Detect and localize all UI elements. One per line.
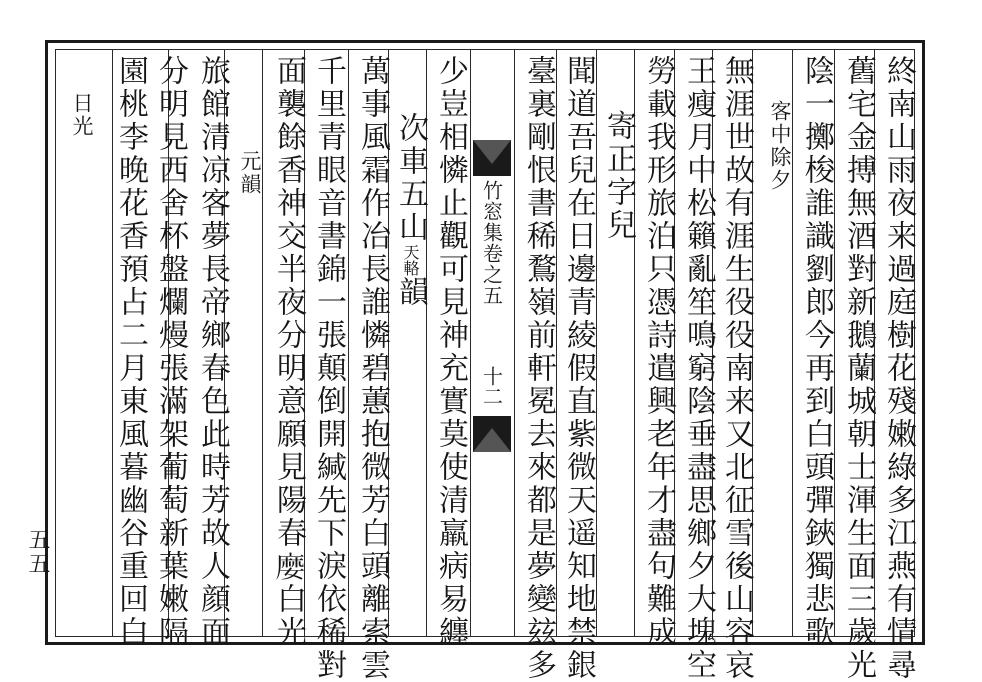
poem-title: 元韻 xyxy=(238,150,262,196)
text-column: 王瘦月中松籟亂笙鳴窮陰垂盡思鄉夕大塊空 xyxy=(681,55,716,682)
text-column: 少豈相憐止觀可見神充實莫使清羸病易纏 xyxy=(433,55,468,649)
text-column: 陰一擲梭誰識劉郎今再到白頭彈鋏獨悲歌 xyxy=(799,55,834,649)
text-column: 分明見西舍杯盤爛熳張滿架葡萄新葉嫩隔 xyxy=(153,55,188,649)
text-column: 萬事風霜作冶長誰憐碧蕙抱微芳白頭離索雲 xyxy=(355,55,390,682)
column-rule xyxy=(262,49,263,637)
poem-title: 客中除夕 xyxy=(768,100,792,192)
text-column: 無涯世故有涯生役役南来又北征雪後山容哀 xyxy=(719,55,754,682)
text-column: 終南山雨夜来過庭樹花殘嫩綠多江燕有情尋 xyxy=(881,55,916,682)
text-column: 臺裏剛恨書稀鶩嶺前軒冕去來都是夢變玆多 xyxy=(521,55,556,682)
poem-title: 次車五山天輅韻 xyxy=(393,112,428,309)
text-column: 舊宅金搏無酒對新鵝蘭城朝士渾生面三歲光 xyxy=(841,55,876,682)
text-column: 日光 xyxy=(70,92,94,138)
center-fold xyxy=(470,140,514,470)
poem-title: 寄正字兒 xyxy=(601,110,636,242)
text-column: 面襲餘香神交半夜分明意願見陽春𡡉白光 xyxy=(271,55,306,649)
fishtail-mark-icon xyxy=(473,140,511,176)
center-page-number: 十二 xyxy=(479,366,504,406)
author-note: 天輅 xyxy=(401,244,420,276)
column-rule xyxy=(514,49,515,637)
text-column: 千里青眼音書錦一張顛倒開緘先下淚依稀對 xyxy=(311,55,346,682)
leaf-number: 五五 xyxy=(25,528,50,576)
column-rule xyxy=(348,49,349,637)
text-column: 聞道吾兒在日邊青綾假直紫微天遥知地禁銀 xyxy=(561,55,596,682)
fishtail-mark-icon xyxy=(473,416,511,452)
text-column: 勞載我形旅泊只憑詩遣興老年才盡句難成 xyxy=(641,55,676,649)
text-column: 旅館清凉客夢長帝鄉春色此時芳故人顔面 xyxy=(195,55,230,649)
center-book-title: 竹窓集卷之五 xyxy=(479,180,504,306)
text-column: 園桃李晚花香預占二月東風暮幽谷重回白 xyxy=(113,55,148,649)
